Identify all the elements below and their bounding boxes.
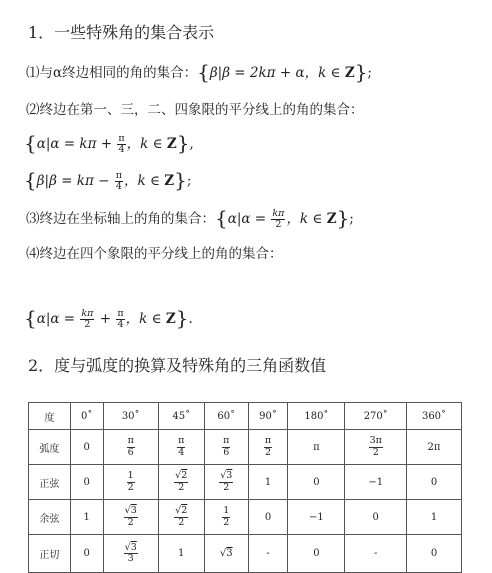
table-cell: $\frac{√2}{2}$	[158, 500, 204, 535]
item-4: ⑷终边在四个象限的平分线上的角的集合：	[26, 246, 283, 262]
item-1	[26, 60, 372, 84]
table-cell: 0	[288, 535, 345, 573]
row-label: 正弦	[29, 465, 71, 500]
table-cell: 0	[70, 465, 103, 500]
table-cell: √3	[204, 535, 248, 573]
table-cell: 1	[407, 500, 462, 535]
formula-2b: {β|β = kπ − $\frac{\pi}{4}$ ，k ∈ Z};	[24, 168, 192, 192]
header-cell: 45˚	[158, 403, 204, 430]
table-cell: -	[248, 535, 288, 573]
table-cell: 1	[158, 535, 204, 573]
table-cell: $\frac{1}{2}$	[204, 500, 248, 535]
row-label: 弧度	[29, 430, 71, 465]
header-cell: 度	[29, 403, 71, 430]
row-label: 正切	[29, 535, 71, 573]
table-row-sine	[29, 465, 462, 500]
header-cell: 180˚	[288, 403, 345, 430]
formula-4: {α|α = $\frac{k\pi}{2}$ + $\frac{\pi}{4}$ ，k ∈ Z}.	[24, 306, 193, 330]
table-cell: 0	[407, 465, 462, 500]
table-cell: 0	[70, 430, 103, 465]
item-3	[26, 206, 354, 230]
formula-1: {β|β = 2kπ + α，k ∈ Z};	[197, 60, 372, 84]
header-cell: 60˚	[204, 403, 248, 430]
formula-3: {α|α = $\frac{k\pi}{2}$ ，k ∈ Z};	[215, 206, 354, 230]
section-2-heading: 2．度与弧度的换算及特殊角的三角函数值	[28, 356, 327, 375]
header-cell: 30˚	[103, 403, 158, 430]
item-2: ⑵终边在第一、三，二、四象限的平分线上的角的集合：	[26, 102, 364, 118]
table-cell: $\frac{\pi}{2}$	[248, 430, 288, 465]
table-cell: 0	[288, 465, 345, 500]
table-cell: $\frac{√3}{3}$	[103, 535, 158, 573]
table-row-degrees	[29, 403, 462, 430]
table-cell: −1	[288, 500, 345, 535]
table-cell: 0	[345, 500, 407, 535]
row-label: 余弦	[29, 500, 71, 535]
table-cell: π	[288, 430, 345, 465]
table-cell: −1	[345, 465, 407, 500]
formula-2a: {α|α = kπ + $\frac{\pi}{4}$ ，k ∈ Z},	[24, 131, 194, 155]
table-cell: -	[345, 535, 407, 573]
table-cell: $\frac{\pi}{4}$	[158, 430, 204, 465]
table-cell: $\frac{√3}{2}$	[103, 500, 158, 535]
table-cell: $\frac{1}{2}$	[103, 465, 158, 500]
table-row-radians	[29, 430, 462, 465]
item-1-label: ⑴与α终边相同的角的集合：	[26, 65, 198, 81]
table-cell: $\frac{√2}{2}$	[158, 465, 204, 500]
table-cell: $\frac{√3}{2}$	[204, 465, 248, 500]
table-cell: 1	[70, 500, 103, 535]
table-row-cosine	[29, 500, 462, 535]
section-1-heading: 1．一些特殊角的集合表示	[28, 23, 215, 42]
table-cell: 1	[248, 465, 288, 500]
table-cell: 0	[70, 535, 103, 573]
header-cell: 270˚	[345, 403, 407, 430]
header-cell: 360˚	[407, 403, 462, 430]
table-cell: $\frac{\pi}{6}$	[204, 430, 248, 465]
item-3-label: ⑶终边在坐标轴上的角的集合：	[26, 211, 215, 227]
table-cell: 0	[248, 500, 288, 535]
table-cell: $\frac{\pi}{6}$	[103, 430, 158, 465]
table-cell: 0	[407, 535, 462, 573]
table-cell: 2π	[407, 430, 462, 465]
trig-table	[28, 402, 462, 573]
header-cell: 0˚	[70, 403, 103, 430]
header-cell: 90˚	[248, 403, 288, 430]
table-cell: $\frac{3\pi}{2}$	[345, 430, 407, 465]
